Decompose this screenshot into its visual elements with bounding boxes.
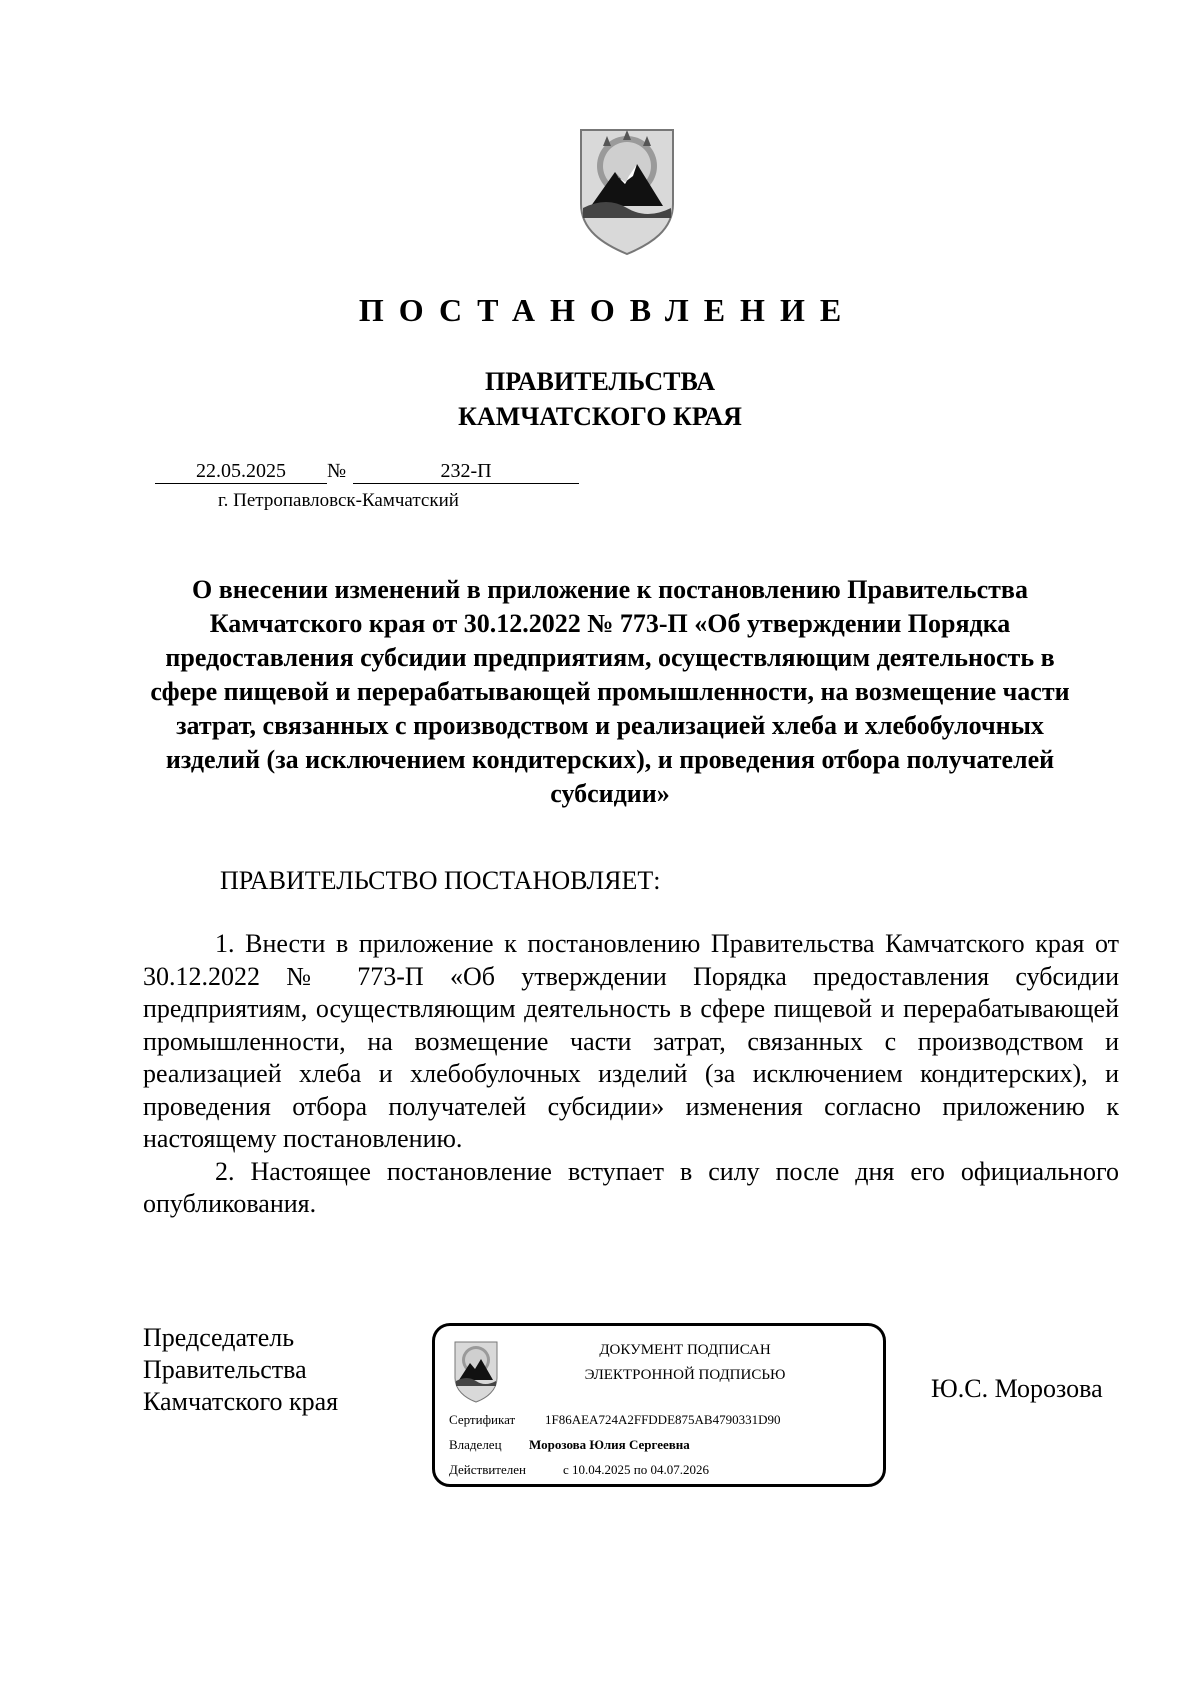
stamp-title-line-2: ЭЛЕКТРОННОЙ ПОДПИСЬЮ bbox=[584, 1367, 786, 1383]
validity-row bbox=[449, 1462, 709, 1478]
owner-label: Владелец bbox=[449, 1437, 502, 1452]
electronic-signature-stamp bbox=[432, 1323, 886, 1487]
signatory-position bbox=[143, 1322, 338, 1418]
certificate-value: 1F86AEA724A2FFDDE875AB4790331D90 bbox=[545, 1412, 781, 1427]
authority-line-2: КАМЧАТСКОГО КРАЯ bbox=[458, 402, 742, 431]
position-line-2: Правительства bbox=[143, 1355, 307, 1384]
stamp-heading bbox=[535, 1338, 835, 1388]
owner-row bbox=[449, 1437, 690, 1453]
registration-date: 22.05.2025 bbox=[155, 459, 327, 484]
certificate-row bbox=[449, 1412, 780, 1428]
paragraph-1: 1. Внести в приложение к постановлению Правительства Камчатского края от 30.12.2022 № 773-П «Об утверждении Порядка предоставления субсидии предприятиям, осуществляющим деятельность в сфере пищевой и перерабатывающей промышленности, на возмещение части затрат, связанных с производством и реализацией хлеба и хлебобулочных изделий (за исключением кондитерских), и проведения отбора получателей субсидии» изменения согласно приложению к настоящему постановлению. bbox=[143, 929, 1119, 1153]
validity-label: Действителен bbox=[449, 1462, 526, 1477]
document-subject: О внесении изменений в приложение к постановлению Правительства Камчатского края от 30.12.2022 № 773-П «Об утверждении Порядка предоставления субсидии предприятиям, осуществляющим деятельность в сфере пищевой и перерабатывающей промышленности, на возмещение части затрат, связанных с производством и реализацией хлеба и хлебобулочных изделий (за исключением кондитерских), и проведения отбора получателей субсидии» bbox=[150, 575, 1070, 808]
validity-value: с 10.04.2025 по 04.07.2026 bbox=[563, 1462, 709, 1477]
certificate-label: Сертификат bbox=[449, 1412, 516, 1427]
authority-line-1: ПРАВИТЕЛЬСТВА bbox=[485, 367, 715, 396]
position-line-1: Председатель bbox=[143, 1323, 295, 1352]
stamp-emblem-icon bbox=[453, 1340, 499, 1404]
registration-line bbox=[155, 459, 579, 485]
authority-heading bbox=[0, 364, 1200, 434]
owner-value: Морозова Юлия Сергеевна bbox=[529, 1437, 690, 1452]
document-body bbox=[143, 928, 1119, 1221]
city-line: г. Петропавловск-Камчатский bbox=[218, 490, 459, 511]
paragraph-2: 2. Настоящее постановление вступает в силу после дня его официального опубликования. bbox=[143, 1156, 1119, 1218]
position-line-3: Камчатского края bbox=[143, 1387, 339, 1416]
registration-number: 232-П bbox=[353, 459, 579, 484]
decree-line: ПРАВИТЕЛЬСТВО ПОСТАНОВЛЯЕТ: bbox=[220, 866, 661, 895]
stamp-title-line-1: ДОКУМЕНТ ПОДПИСАН bbox=[599, 1342, 771, 1358]
number-sign: № bbox=[327, 460, 347, 482]
signatory-name: Ю.С. Морозова bbox=[931, 1374, 1103, 1403]
document-type-title: ПОСТАНОВЛЕНИЕ bbox=[358, 292, 857, 328]
coat-of-arms-icon bbox=[577, 126, 677, 256]
